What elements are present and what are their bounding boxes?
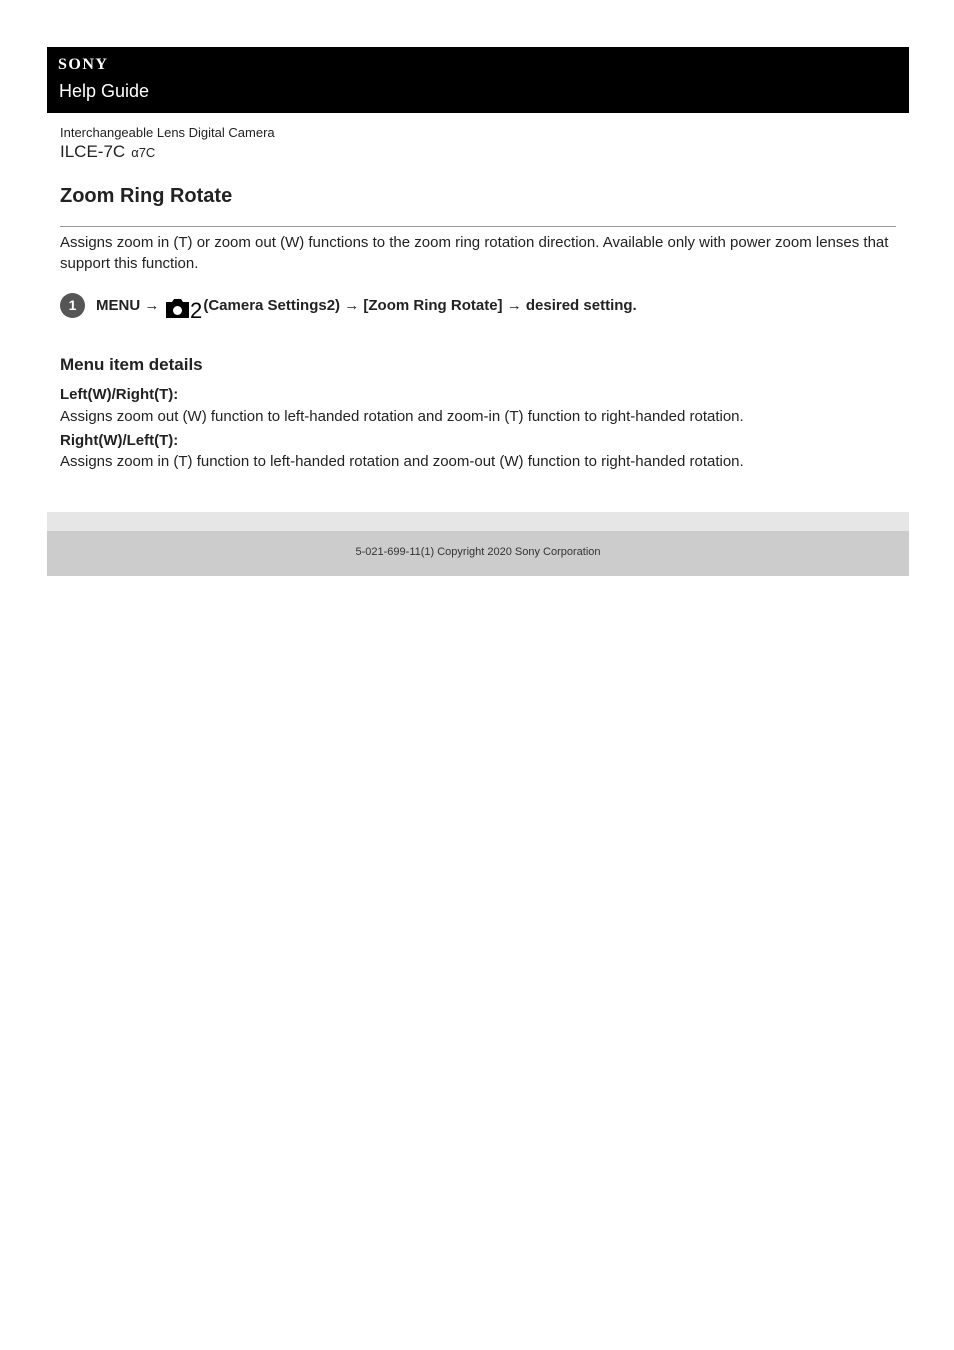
detail-description: Assigns zoom out (W) function to left-handed rotation and zoom-in (T) function to right-handed rotation. <box>60 408 744 425</box>
menu-item-details-title: Menu item details <box>60 355 203 374</box>
footer <box>47 531 909 576</box>
title-divider <box>60 226 896 227</box>
step-menu-prefix: MENU → <box>96 296 160 314</box>
step-1 <box>60 291 900 319</box>
step-menu-path: (Camera Settings2) → [Zoom Ring Rotate] → desired setting. <box>203 296 637 314</box>
intro-text: Assigns zoom in (T) or zoom out (W) functions to the zoom ring rotation direction. Available only with power zoom lenses that support this function. <box>60 234 889 272</box>
header-bar <box>47 47 909 113</box>
detail-term: Left(W)/Right(T): <box>60 386 179 403</box>
detail-description: Assigns zoom in (T) function to left-handed rotation and zoom-out (W) function to right-handed rotation. <box>60 453 744 470</box>
brand-logo: SONY <box>58 56 109 73</box>
footer-band <box>47 512 909 531</box>
product-model <box>60 142 155 162</box>
copyright-text: 5-021-699-11(1) Copyright 2020 Sony Corporation <box>355 546 601 558</box>
model-alias: α7C <box>131 145 156 160</box>
camera-settings-number: 2 <box>190 298 203 319</box>
product-type: Interchangeable Lens Digital Camera <box>60 125 275 140</box>
step-number-badge: 1 <box>60 293 85 318</box>
detail-term: Right(W)/Left(T): <box>60 432 179 449</box>
camera-settings-2-icon <box>165 297 203 319</box>
step-instruction <box>96 294 637 319</box>
help-guide-title[interactable]: Help Guide <box>59 81 150 101</box>
page-title: Zoom Ring Rotate <box>60 185 233 207</box>
model-number: ILCE-7C <box>60 142 126 161</box>
